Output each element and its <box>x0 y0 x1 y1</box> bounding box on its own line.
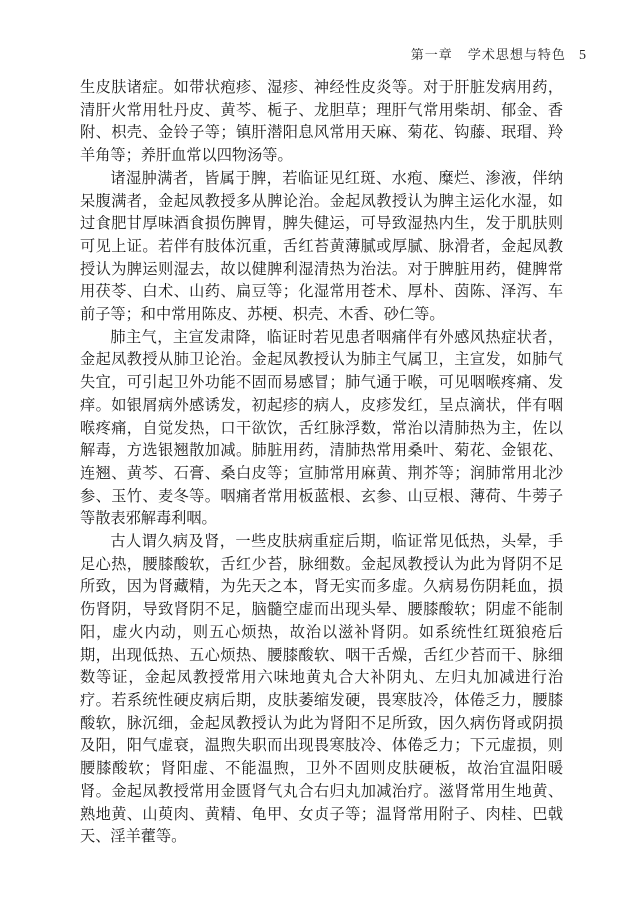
paragraph-kidney: 古人谓久病及肾，一些皮肤病重症后期，临证常见低热，头晕，手足心热，腰膝酸软，舌红少苔，脉细数。金起凤教授认为此为肾阴不足所致，因为肾藏精，为先天之本，肾无实而多虚。久病易伤阴耗血，损伤肾阴，导致肾阴不足，脑髓空虚而出现头晕、腰膝酸软；阴虚不能制阳，虚火内动，则五心烦热，故治以滋补肾阴。如系统性红斑狼疮后期，出现低热、五心烦热、腰膝酸软、咽干舌燥，舌红少苔而干、脉细数等证，金起凤教授常用六味地黄丸合大补阴丸、左归丸加减进行治疗。若系统性硬皮病后期，皮肤萎缩发硬，畏寒肢冷，体倦乏力，腰膝酸软，脉沉细，金起凤教授认为此为肾阳不足所致，因久病伤肾或阴损及阳，阳气虚衰，温煦失职而出现畏寒肢冷、体倦乏力；下元虚损，则腰膝酸软；肾阳虚、不能温煦，卫外不固则皮肤硬板，故治宜温阳暖肾。金起凤教授常用金匮肾气丸合右归丸加减治疗。滋肾常用生地黄、熟地黄、山萸肉、黄精、龟甲、女贞子等；温肾常用附子、肉桂、巴戟天、淫羊藿等。 <box>80 532 563 846</box>
page-number: 5 <box>579 48 587 63</box>
section-title: 学术思想与特色 <box>467 48 566 63</box>
paragraph-spleen: 诸湿肿满者，皆属于脾，若临证见红斑、水疱、糜烂、渗液，伴纳呆腹满者，金起凤教授多从脾论治。金起凤教授认为脾主运化水湿，如过食肥甘厚味酒食损伤脾胃，脾失健运，可导致湿热内生，发于肌肤则可见上证。若伴有肢体沉重，舌红苔黄薄腻或厚腻、脉滑者，金起凤教授认为脾运则湿去，故以健脾利湿清热为治法。对于脾脏用药，健脾常用茯苓、白术、山药、扁豆等；化湿常用苍术、厚朴、茵陈、泽泻、车前子等；和中常用陈皮、苏梗、枳壳、木香、砂仁等。 <box>80 168 563 324</box>
paragraph-liver: 生皮肤诸症。如带状疱疹、湿疹、神经性皮炎等。对于肝脏发病用药，清肝火常用牡丹皮、黄芩、栀子、龙胆草；理肝气常用柴胡、郁金、香附、枳壳、金铃子等；镇肝潜阳息风常用天麻、菊花、钩藤、珉瑁、羚羊角等；养肝血常以四物汤等。 <box>80 78 563 165</box>
body-text <box>80 76 563 848</box>
paragraph-lung: 肺主气，主宣发肃降，临证时若见患者咽痛伴有外感风热症状者，金起凤教授从肺卫论治。金起凤教授认为肺主气属卫，主宣发，如肺气失宜，可引起卫外功能不固而易感冒；肺气通于喉，可见咽喉疼痛、发痒。如银屑病外感诱发，初起疹的病人，皮疹发红，呈点滴状，伴有咽喉疼痛，自觉发热，口干欲饮，舌红脉浮数，常治以清肺热为主，佐以解毒，方选银翘散加减。肺脏用药，清肺热常用桑叶、菊花、金银花、连翘、黄芩、石膏、桑白皮等；宣肺常用麻黄、荆芥等；润肺常用北沙参、玉竹、麦冬等。咽痛者常用板蓝根、玄参、山豆根、薄荷、牛蒡子等散表邪解毒利咽。 <box>80 327 563 528</box>
running-header <box>411 44 587 64</box>
chapter-label: 第一章 <box>410 48 453 63</box>
